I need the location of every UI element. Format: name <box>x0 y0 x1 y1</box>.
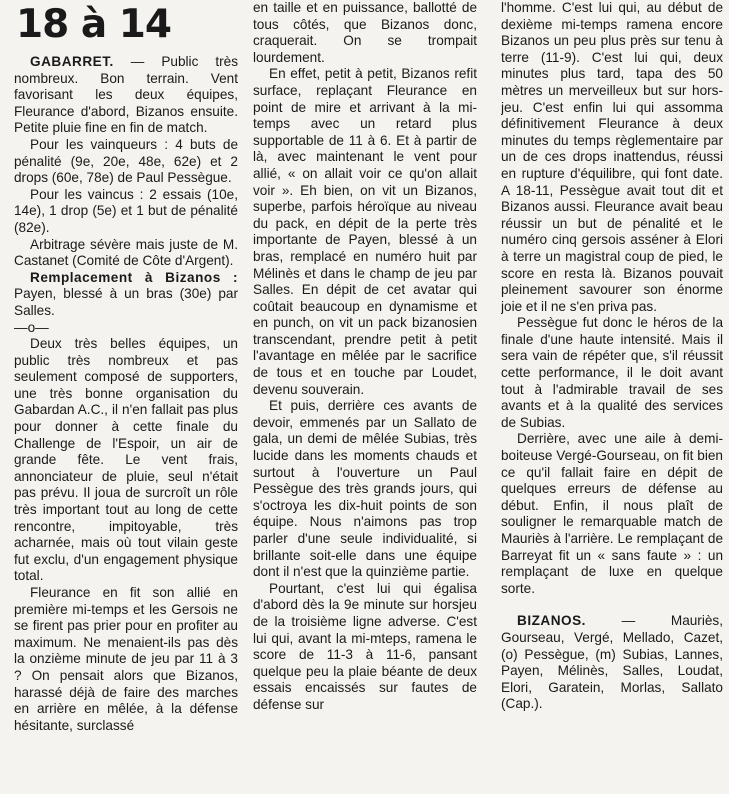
paragraph-text: — Mauriès, Gourseau, Vergé, Mellado, Cazet, (o) Pessègue, (m) Subias, Lannes, Payen, Mélinès, Salles, Loudat, Elori, Garatein, Morlas, Sallato (Cap.). <box>501 613 723 712</box>
article-paragraph <box>14 270 238 320</box>
paragraph-spacer <box>501 597 723 613</box>
paragraph-text: Arbitrage sévère mais juste de M. Castanet (Comité de Côte d'Argent). <box>14 236 238 269</box>
lead-in: BIZANOS. <box>517 613 586 629</box>
paragraph-text: Pour les vainqueurs : 4 buts de pénalité (9e, 20e, 48e, 62e) et 2 drops (60e, 78e) de Paul Pessègue. <box>14 136 238 186</box>
paragraph-text: en taille et en puissance, ballotté de tous côtés, que Bizanos donc, craquerait. On se trompait lourdement. <box>253 0 477 65</box>
article-paragraph <box>253 66 477 398</box>
article-paragraph <box>14 54 238 137</box>
column-1 <box>14 0 238 794</box>
article-paragraph <box>501 431 723 597</box>
article-paragraph <box>253 581 477 714</box>
article-paragraph <box>14 336 238 585</box>
article-paragraph <box>501 315 723 431</box>
paragraph-text: Deux très belles équipes, un public très nombreux et pas seulement composé de supporters, une très bonne organisation du Gabardan A.C., il n'en fallait pas plus pour donner à cette finale du Challenge de l'Espoir, un air de grande fête. Le vent frais, annonciateur de pluie, seul n'était pas prévu. Il joua de surcroît un rôle très important tout au long de cette rencontre, impitoyable, très acharnée, mais où tout vilain geste fut exclu, d'un engagement physique total. <box>14 336 238 584</box>
paragraph-text: — Public très nombreux. Bon terrain. Vent favorisant les deux équipes, Fleurance d'abord, Bizanos ensuite. Petite pluie fine en fin de match. <box>14 54 238 136</box>
article-paragraph <box>501 0 723 315</box>
lead-in: GABARRET. <box>30 54 114 69</box>
article-paragraph <box>14 187 238 237</box>
paragraph-text: Payen, blessé à un bras (30e) par Salles. <box>14 286 238 318</box>
paragraph-text: Fleurance en fit son allié en première mi-temps et les Gersois ne se firent pas prier pour en profiter au maximum. Ne menaient-ils pas dès la onzième minute de jeu par 11 à 3 ? On pensait alors que Bizanos, harassé déjà de faire des marches en arrière en mêlée, à la défense hésitante, surclassé <box>14 585 238 733</box>
paragraph-text: En effet, petit à petit, Bizanos refit surface, replaçant Fleurance en point de mire et arrivant à la mi-temps avec un retard plus supportable de 11 à 6. Et à partir de là, avec maintenant le vent pour allié, « on allait voir ce qu'on allait voir ». Eh bien, on vit un Bizanos, superbe, parfois héroïque au niveau du pack, en dépit de la perte très importante de Payen, blessé à un bras, remplacé en numéro huit par Mélinès et dans le champ de jeu par Salles. En dépit de cet avatar qui coûtait beaucoup en dynamisme et en punch, on vit un pack bizanosien transcendant, prendre petit à petit l'avantage en mêlée par le sacrifice de tous et en touche par Loudet, devenu souverain. <box>253 66 477 397</box>
paragraph-text: Et puis, derrière ces avants de devoir, emmenés par un Sallato de gala, un demi de mêlée Subias, très lucide dans les moments chauds et surtout à l'ouverture un Paul Pessègue des très grands jours, qui s'octroya les dix-huit points de son équipe. Nous n'aimons pas trop parler d'une seule individualité, si brillante soit-elle dans une équipe dont il n'est que la quinzième partie. <box>253 398 477 580</box>
article-paragraph <box>14 137 238 187</box>
paragraph-text: l'homme. C'est lui qui, au début de dexième mi-temps ramena encore Bizanos un peu plus près sur tenu à terre (11-9). C'est lui qui, deux minutes plus tard, tapa des 50 mètres un merveilleux but sur hors-jeu. C'est enfin lui qui assomma définitivement Fleurance à deux minutes du temps règlementaire par un de ces drops inattendus, réussi en rupture d'équilibre, qui font date. A 18-11, Pessègue avait tout dit et Bizanos aussi. Fleurance avait beau réussir un but de pénalité et le numéro cinq gersois asséner à Elori à terre un magistral coup de pied, le score en resta là. Bizanos pouvait pleinement savourer son énorme joie et il ne s'en priva pas. <box>501 0 723 314</box>
column-3 <box>501 0 723 794</box>
headline: 18 à 14 <box>16 2 172 47</box>
paragraph-text: Pour les vaincus : 2 essais (10e, 14e), 1 drop (5e) et 1 but de pénalité (82e). <box>14 186 238 235</box>
article-paragraph <box>14 585 238 734</box>
article-paragraph <box>253 0 477 66</box>
column-2 <box>253 0 477 794</box>
article-paragraph <box>14 237 238 270</box>
paragraph-text: Pessègue fut donc le héros de la finale d'une haute intensité. Mais il sera vain de répéter que, s'il réussit cette performance, il le doit avant tout à l'admirable travail de ses avants et à la qualité des services de Subias. <box>501 315 723 430</box>
section-separator: —o— <box>14 319 49 335</box>
article-paragraph <box>501 613 723 713</box>
paragraph-text: Pourtant, c'est lui qui égalisa d'abord dès la 9e minute sur horsjeu de la troisième ligne adverse. C'est lui qui, avant la mi-mteps, ramena le score de 11-3 à 11-6, pansant quelque peu la plaie béante de deux essais encaissés sur fautes de défense sur <box>253 580 477 712</box>
article-paragraph <box>253 398 477 581</box>
lead-in: Remplacement à Bizanos : <box>30 269 238 285</box>
paragraph-text: Derrière, avec une aile à demi-boiteuse Vergé-Gourseau, on fit bien ce qu'il fallait faire en dépit de quelques erreurs de défense au début. Enfin, il nous plaît de souligner le remarquable match de Mauriès à l'arrière. Le remplaçant de Barreyat fit un « sans faute » : un remplaçant de luxe en quelque sorte. <box>501 431 723 596</box>
